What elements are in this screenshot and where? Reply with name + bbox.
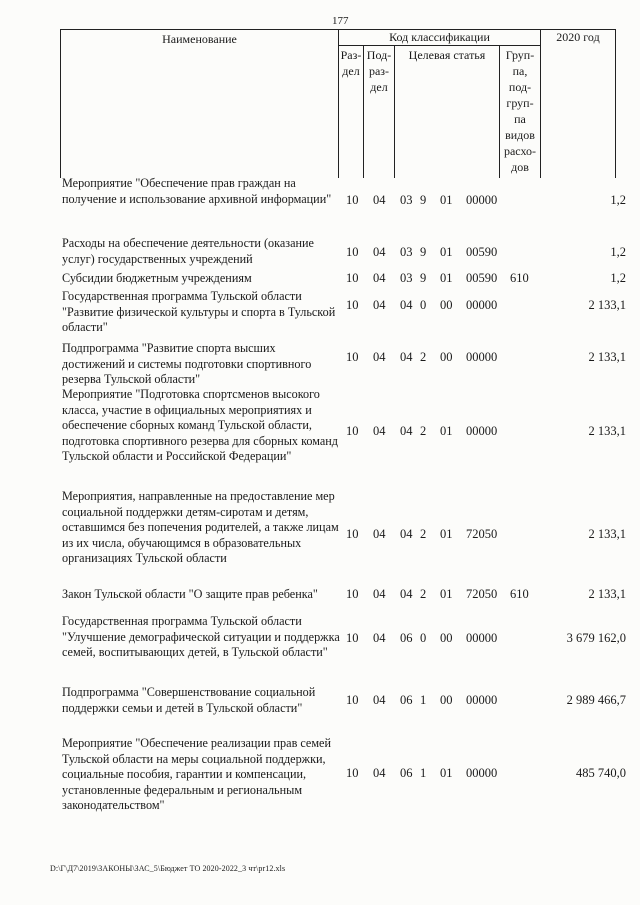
direction-cell: 00590 [466,245,498,259]
razdel-cell: 10 [346,193,359,207]
direction-cell: 00000 [466,298,498,312]
event-cell: 01 [440,424,453,438]
program-cell: 06 [400,631,413,645]
subprogram-cell: 0 [420,631,427,645]
header-name: Наименование [162,32,237,46]
program-cell: 03 [400,271,413,285]
amount-cell: 2 133,1 [588,424,626,438]
event-cell: 01 [440,527,453,541]
subprogram-cell: 9 [420,193,427,207]
amount-cell: 2 133,1 [588,350,626,364]
header-group: Груп- па, под- груп- па видов расхо- дов [503,48,537,174]
amount-cell: 1,2 [610,271,626,285]
file-path-footer: D:\Г\Д7\2019\ЗАКОНЫ\ЗАС_5\Бюджет ТО 2020-2022_3 чт\pr12.xls [50,864,286,873]
row-name: Государственная программа Тульской области "Улучшение демографической ситуации и поддержка семей, воспитывающих детей, в Тульской области" [62,614,340,659]
header-code: Код классификации [389,30,490,44]
direction-cell: 00000 [466,424,498,438]
program-cell: 04 [400,587,413,601]
program-cell: 04 [400,298,413,312]
group-cell: 610 [510,587,529,601]
podrazdel-cell: 04 [373,350,386,364]
row-name: Мероприятие "Обеспечение реализации прав семей Тульской области на меры социальной поддержки, социальные пособия, гарантии и компенсации, установленные федеральным и региональным законодательством" [62,736,331,812]
subprogram-cell: 1 [420,693,427,707]
amount-cell: 2 133,1 [588,527,626,541]
podrazdel-cell: 04 [373,766,386,780]
direction-cell: 00000 [466,350,498,364]
row-name: Мероприятие "Обеспечение прав граждан на получение и использование архивной информации" [62,176,332,206]
program-cell: 06 [400,766,413,780]
header-razdel: Раз- дел [340,48,362,78]
razdel-cell: 10 [346,298,359,312]
podrazdel-cell: 04 [373,193,386,207]
direction-cell: 72050 [466,587,498,601]
direction-cell: 00000 [466,193,498,207]
amount-cell: 3 679 162,0 [566,631,626,645]
amount-cell: 485 740,0 [576,766,626,780]
podrazdel-cell: 04 [373,527,386,541]
podrazdel-cell: 04 [373,298,386,312]
program-cell: 03 [400,245,413,259]
row-name: Мероприятие "Подготовка спортсменов высокого класса, участие в официальных мероприятиях и обеспечение сборных команд Тульской области, подготовка спортивного резерва для сборных команд Тульской области и Российской Федерации" [62,387,338,463]
amount-cell: 1,2 [610,193,626,207]
row-name: Государственная программа Тульской области "Развитие физической культуры и спорта в Тульской области" [62,289,336,334]
program-cell: 04 [400,424,413,438]
razdel-cell: 10 [346,527,359,541]
row-name: Подпрограмма "Развитие спорта высших достижений и системы подготовки спортивного резерва Тульской области" [62,341,312,386]
event-cell: 00 [440,350,453,364]
razdel-cell: 10 [346,693,359,707]
event-cell: 00 [440,631,453,645]
event-cell: 01 [440,766,453,780]
razdel-cell: 10 [346,271,359,285]
podrazdel-cell: 04 [373,587,386,601]
subprogram-cell: 0 [420,298,427,312]
subprogram-cell: 2 [420,587,427,601]
program-cell: 03 [400,193,413,207]
row-name: Закон Тульской области "О защите прав ребенка" [62,587,318,601]
razdel-cell: 10 [346,766,359,780]
page-number: 177 [332,15,349,27]
row-name: Мероприятия, направленные на предоставление мер социальной поддержки детям-сиротам и детям, оставшимся без попечения родителей, а также лицам из их числа, обучающимся в образовательных организациях Тульской области [62,489,339,565]
group-cell: 610 [510,271,529,285]
razdel-cell: 10 [346,350,359,364]
subprogram-cell: 2 [420,350,427,364]
amount-cell: 2 133,1 [588,298,626,312]
razdel-cell: 10 [346,424,359,438]
subprogram-cell: 9 [420,271,427,285]
podrazdel-cell: 04 [373,631,386,645]
direction-cell: 00000 [466,693,498,707]
podrazdel-cell: 04 [373,245,386,259]
podrazdel-cell: 04 [373,693,386,707]
razdel-cell: 10 [346,631,359,645]
row-name: Подпрограмма "Совершенствование социальной поддержки семьи и детей в Тульской области" [62,685,316,715]
event-cell: 00 [440,298,453,312]
podrazdel-cell: 04 [373,271,386,285]
row-name: Субсидии бюджетным учреждениям [62,271,252,285]
row-name: Расходы на обеспечение деятельности (оказание услуг) государственных учреждений [62,236,314,266]
direction-cell: 00590 [466,271,498,285]
subprogram-cell: 2 [420,424,427,438]
subprogram-cell: 9 [420,245,427,259]
program-cell: 06 [400,693,413,707]
subprogram-cell: 2 [420,527,427,541]
program-cell: 04 [400,527,413,541]
event-cell: 01 [440,245,453,259]
header-year: 2020 год [556,30,600,44]
event-cell: 01 [440,271,453,285]
podrazdel-cell: 04 [373,424,386,438]
direction-cell: 00000 [466,631,498,645]
direction-cell: 00000 [466,766,498,780]
program-cell: 04 [400,350,413,364]
amount-cell: 2 989 466,7 [566,693,626,707]
direction-cell: 72050 [466,527,498,541]
event-cell: 00 [440,693,453,707]
subprogram-cell: 1 [420,766,427,780]
event-cell: 01 [440,587,453,601]
razdel-cell: 10 [346,245,359,259]
header-podrazdel: Под- раз- дел [366,48,392,94]
header-target: Целевая статья [408,48,486,62]
razdel-cell: 10 [346,587,359,601]
amount-cell: 2 133,1 [588,587,626,601]
event-cell: 01 [440,193,453,207]
amount-cell: 1,2 [610,245,626,259]
